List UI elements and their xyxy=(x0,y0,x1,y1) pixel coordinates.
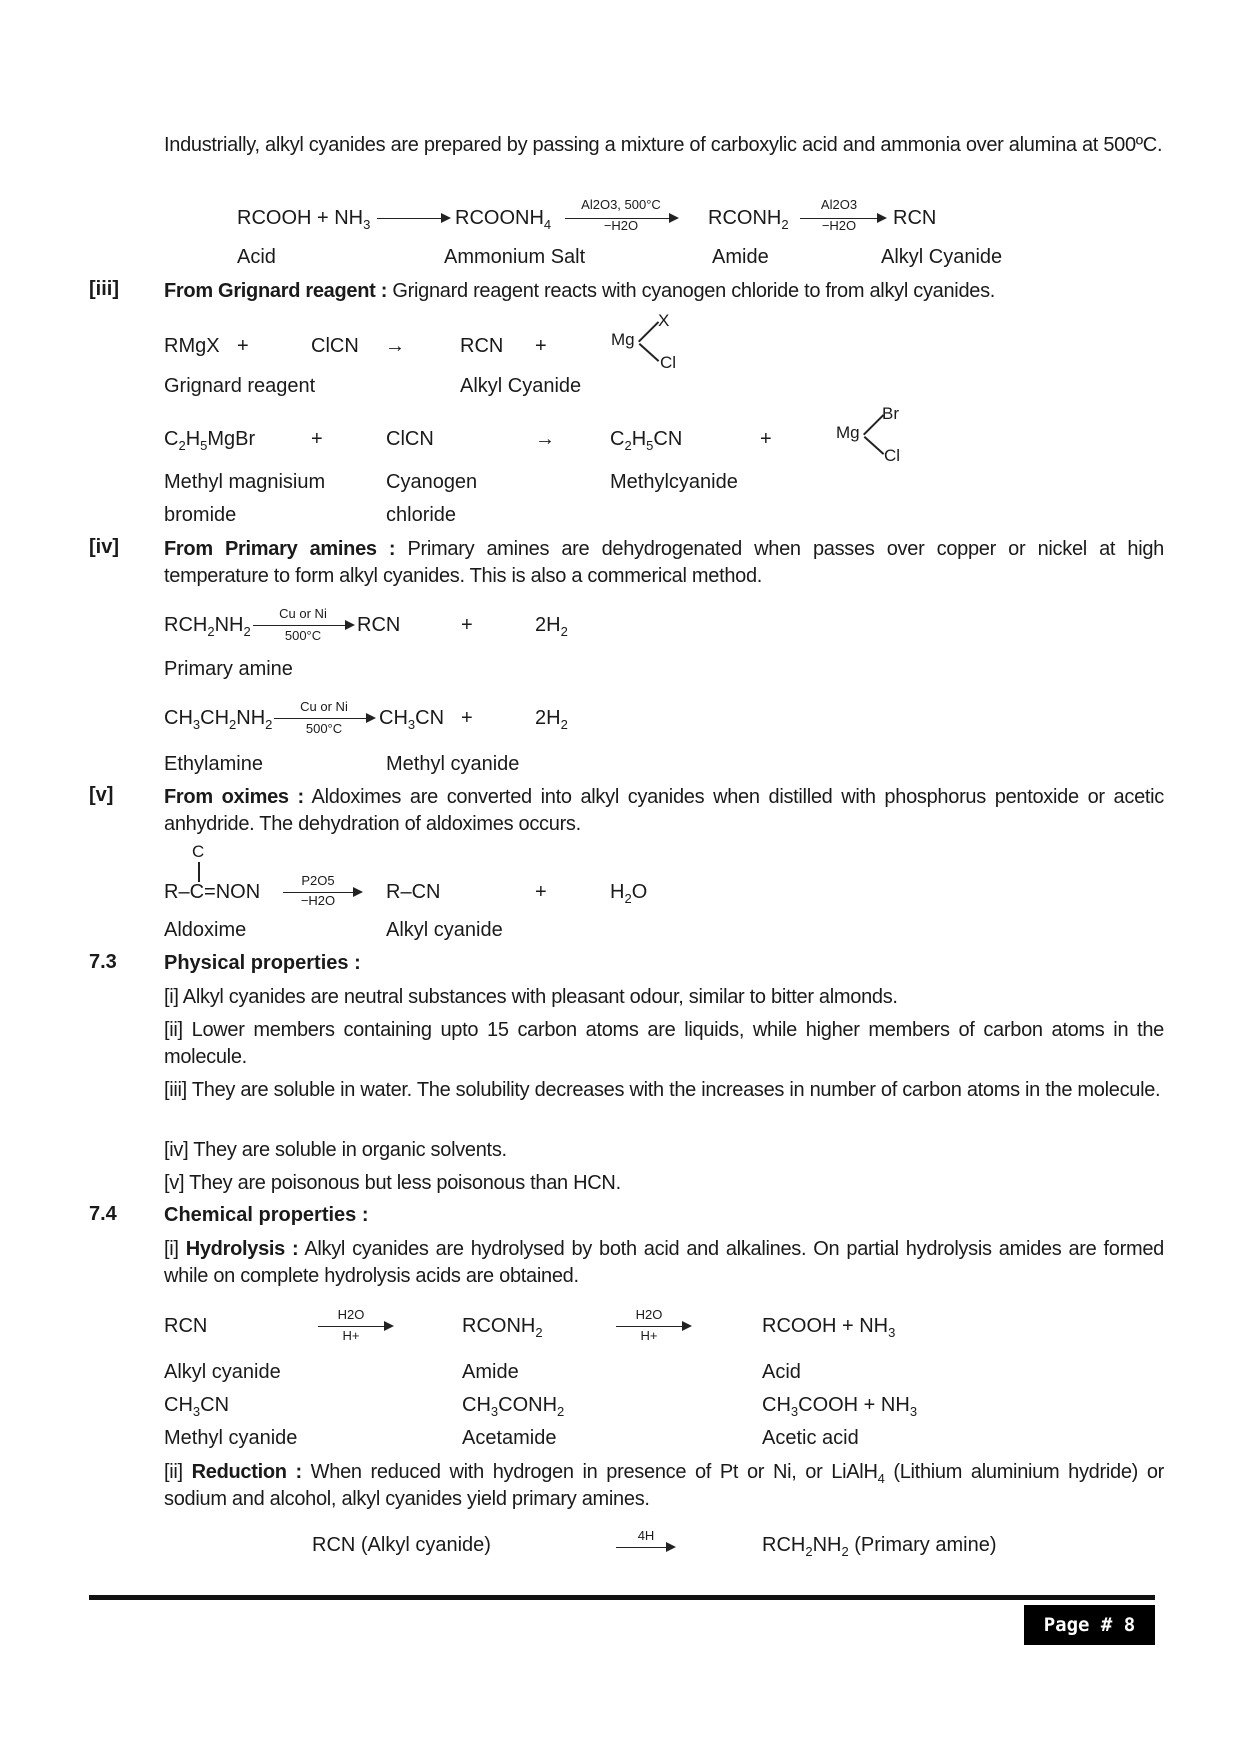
equation-product: RCN xyxy=(893,207,937,229)
reaction-arrow xyxy=(318,1326,392,1327)
formula-rmgx: RMgX xyxy=(164,335,220,357)
property-item: [v] They are poisonous but less poisonous than HCN. xyxy=(164,1172,621,1194)
condition-bottom: 500°C xyxy=(305,721,343,736)
plus-sign: + xyxy=(535,335,547,357)
formula-rch2nh2: $RCH_2NH_2$ xyxy=(164,614,251,639)
condition-top: Cu or Ni xyxy=(279,606,327,621)
label-acid: Acid xyxy=(762,1361,801,1383)
label-chloride: chloride xyxy=(386,504,457,526)
property-item: [iv] They are soluble in organic solvents. xyxy=(164,1139,507,1161)
intro-paragraph: Industrially, alkyl cyanides are prepared by passing a mixture of carboxylic acid and ammonia over alumina at 500ºC. xyxy=(164,134,1163,156)
formula-r-cn: R–CN xyxy=(386,881,441,903)
condition-bottom: −H2O xyxy=(821,218,857,233)
plus-sign: + xyxy=(535,881,547,903)
plus-sign: + xyxy=(311,428,323,450)
formula-ch3cooh-nh3: $CH_3COOH + NH_3$ xyxy=(762,1394,918,1419)
condition-bottom: 500°C xyxy=(284,628,322,643)
label-amide: Amide xyxy=(712,246,769,268)
label-alkyl-cyanide: Alkyl Cyanide xyxy=(460,375,582,397)
formula-c2h5mgbr: $C_2H_5MgBr$ xyxy=(164,428,256,453)
section-v-paragraph: From oximes : Aldoximes are converted into alkyl cyanides when distilled with phosphorus pentoxide or acetic anhydride. The dehydration of aldoximes occurs. xyxy=(164,786,1164,835)
label-methyl-magnisium: Methyl magnisium xyxy=(164,471,326,493)
footer-divider xyxy=(89,1595,1155,1600)
formula-ch3ch2nh2: $CH_3CH_2NH_2$ xyxy=(164,707,273,732)
formula-rcn: RCN xyxy=(164,1315,208,1337)
formula-h2o: $H_2O$ xyxy=(610,881,648,906)
formula-clcn: ClCN xyxy=(386,428,434,450)
reaction-arrow xyxy=(253,625,353,626)
plus-sign: + xyxy=(760,428,772,450)
atom-c-top: C xyxy=(192,842,205,861)
formula-2h2: $2H_2$ xyxy=(535,614,568,639)
label-methyl-cyanide: Methyl cyanide xyxy=(386,753,520,775)
formula-rcn-alkyl-cyanide: RCN (Alkyl cyanide) xyxy=(312,1534,491,1556)
reaction-arrow: → xyxy=(535,428,555,450)
plus-sign: + xyxy=(237,335,249,357)
page-number: Page # 8 xyxy=(1024,1605,1155,1645)
condition-bottom: H+ xyxy=(640,1328,658,1343)
condition-top: Cu or Ni xyxy=(300,699,348,714)
formula-c2h5cn: $C_2H_5CN$ xyxy=(610,428,683,453)
equation-reactants: RCOOH + $NH_3$ xyxy=(237,207,371,232)
plus-sign: + xyxy=(461,707,473,729)
equation-amide: $RCONH_2$ xyxy=(708,207,789,232)
label-acid: Acid xyxy=(237,246,276,268)
section-heading: Physical properties : xyxy=(164,952,361,974)
label-methylcyanide: Methylcyanide xyxy=(610,471,738,493)
property-item: [i] Alkyl cyanides are neutral substances with pleasant odour, similar to bitter almonds. xyxy=(164,986,898,1008)
section-iii-paragraph: From Grignard reagent : Grignard reagent reacts with cyanogen chloride to from alkyl cyanides. xyxy=(164,280,996,302)
condition-bottom: −H2O xyxy=(603,218,639,233)
reaction-arrow xyxy=(616,1326,690,1327)
reaction-arrow xyxy=(274,718,374,719)
condition-bottom: H+ xyxy=(342,1328,360,1343)
formula-2h2: $2H_2$ xyxy=(535,707,568,732)
formula-rconh2: $RCONH_2$ xyxy=(462,1315,543,1340)
section-number: [v] xyxy=(89,784,114,806)
property-item: [ii] Lower members containing upto 15 carbon atoms are liquids, while higher members of carbon atoms in the molecule. xyxy=(164,1019,1164,1068)
section-number: [iv] xyxy=(89,536,119,558)
label-amide: Amide xyxy=(462,1361,519,1383)
formula-aldoxime: R–C=NON xyxy=(164,881,261,903)
reaction-arrow xyxy=(377,218,449,219)
condition-top: Al2O3, 500°C xyxy=(581,197,661,212)
label-alkyl-cyanide: Alkyl cyanide xyxy=(386,919,503,941)
label-acetamide: Acetamide xyxy=(462,1427,557,1449)
label-aldoxime: Aldoxime xyxy=(164,919,247,941)
condition-top: Al2O3 xyxy=(820,197,858,212)
property-item: [iii] They are soluble in water. The solubility decreases with the increases in number of carbon atoms in the molecule. xyxy=(164,1079,1161,1101)
condition-top: H2O xyxy=(635,1307,663,1322)
equation-salt: $RCOONH_4$ xyxy=(455,207,552,232)
condition-top: H2O xyxy=(337,1307,365,1322)
label-alkyl-cyanide: Alkyl cyanide xyxy=(164,1361,281,1383)
plus-sign: + xyxy=(461,614,473,636)
bond-line xyxy=(198,862,200,882)
formula-clcn: ClCN xyxy=(311,335,359,357)
label-ammonium-salt: Ammonium Salt xyxy=(444,246,586,268)
label-cyanogen: Cyanogen xyxy=(386,471,478,493)
formula-rcn: RCN xyxy=(460,335,504,357)
formula-ch3conh2: $CH_3CONH_2$ xyxy=(462,1394,565,1419)
condition-bottom: −H2O xyxy=(300,893,336,908)
condition-top: P2O5 xyxy=(301,873,335,888)
label-ethylamine: Ethylamine xyxy=(164,753,263,775)
formula-rcn: RCN xyxy=(357,614,401,636)
label-bromide: bromide xyxy=(164,504,237,526)
reduction-paragraph: [ii] Reduction : When reduced with hydrogen in presence of Pt or Ni, or LiAlH$_4$ (Lithium aluminium hydride) or sodium and alcohol, alkyl cyanides yield primary amines. xyxy=(164,1461,1165,1510)
formula-rch2nh2-primary-amine: $RCH_2NH_2$ (Primary amine) xyxy=(762,1534,997,1559)
section-heading: Chemical properties : xyxy=(164,1204,369,1226)
section-number: [iii] xyxy=(89,278,119,300)
formula-rcooh-nh3: RCOOH + $NH_3$ xyxy=(762,1315,896,1340)
label-acetic-acid: Acetic acid xyxy=(762,1427,859,1449)
condition-top: 4H xyxy=(637,1528,655,1543)
label-methyl-cyanide: Methyl cyanide xyxy=(164,1427,298,1449)
label-grignard-reagent: Grignard reagent xyxy=(164,375,316,397)
formula-ch3cn: $CH_3CN$ xyxy=(379,707,445,732)
formula-ch3cn: $CH_3CN$ xyxy=(164,1394,230,1419)
section-number: 7.4 xyxy=(89,1203,117,1225)
label-alkyl-cyanide: Alkyl Cyanide xyxy=(881,246,1003,268)
label-primary-amine: Primary amine xyxy=(164,658,293,680)
reaction-arrow: → xyxy=(385,335,405,357)
section-iv-paragraph: From Primary amines : Primary amines are dehydrogenated when passes over copper or nickel at high temperature to form alkyl cyanides. This is also a commerical method. xyxy=(164,538,1164,587)
reaction-arrow xyxy=(616,1547,674,1548)
hydrolysis-paragraph: [i] Hydrolysis : Alkyl cyanides are hydrolysed by both acid and alkalines. On partial hydrolysis amides are formed while on complete hydrolysis acids are obtained. xyxy=(164,1238,1164,1287)
section-number: 7.3 xyxy=(89,951,117,973)
